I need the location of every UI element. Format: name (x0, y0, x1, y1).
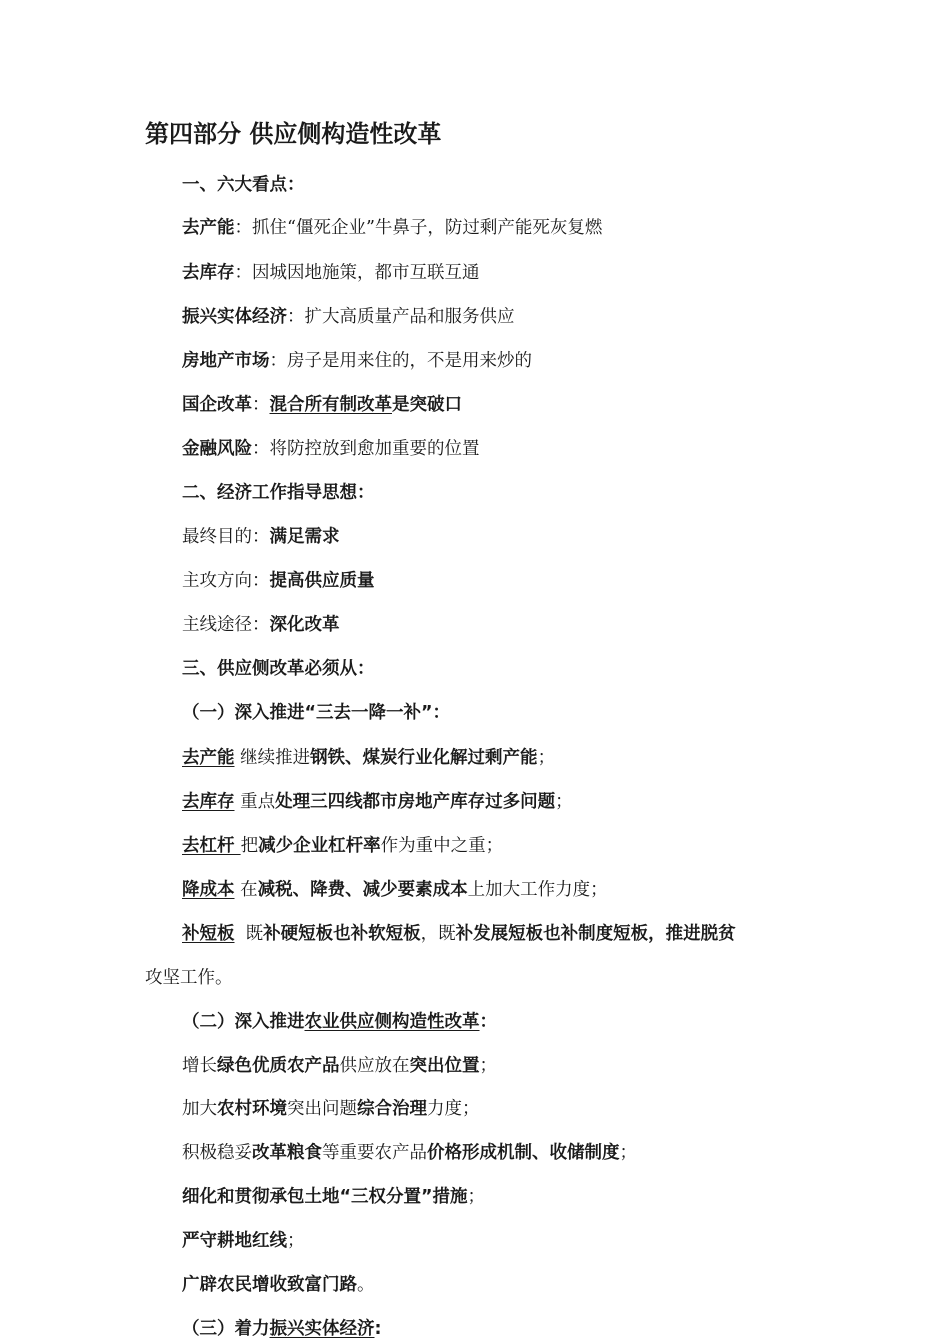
item-end: ； (479, 1056, 497, 1076)
item-text: 因城因地施策，都市互联互通 (252, 263, 480, 283)
item-text: 既 (234, 924, 264, 944)
item-text: 增长 (182, 1056, 217, 1076)
item-colon: ： (252, 395, 270, 415)
item-label: 振兴实体经济 (182, 307, 287, 327)
item-text: ，既 (420, 924, 456, 944)
item-text: 积极稳妥 (182, 1143, 252, 1163)
item-bold: 补硬短板也补软短板 (263, 924, 421, 944)
item-underlined: 混合所有制改革 (269, 395, 392, 415)
item-bold: 严守耕地红线 (182, 1231, 287, 1251)
page-title: 第四部分 供应侧构造性改革 (145, 120, 442, 148)
item-text: 扩大高质量产品和服务供应 (304, 307, 515, 327)
item-text: 供应放在 (339, 1056, 410, 1076)
item-underlined: 去库存 (182, 792, 235, 812)
item-label: 金融风险 (182, 439, 252, 459)
item-end: ； (619, 1143, 637, 1163)
item-bold: 减税、降费、减少要素成本 (257, 880, 468, 900)
item-label: 去产能 (182, 218, 235, 238)
list-item (182, 437, 480, 461)
item-underlined: 去产能 (182, 748, 235, 768)
item-text: 上加大工作力度； (467, 880, 608, 900)
item-label: 去库存 (182, 263, 235, 283)
item-underlined: 降成本 (182, 880, 235, 900)
item-label: 主攻方向： (182, 571, 270, 591)
item-text: 作为重中之重； (380, 836, 504, 856)
item-end: 力度； (427, 1099, 480, 1119)
list-item (182, 525, 340, 549)
list-item (182, 349, 532, 373)
item-label: 最终目的： (182, 527, 270, 547)
item-underlined: 补短板 (182, 924, 235, 944)
item-colon: ： (269, 351, 287, 371)
item-bold: 突出位置 (409, 1056, 480, 1076)
list-item (182, 922, 736, 946)
item-text: 在 (234, 880, 258, 900)
subsection-heading-3 (182, 1317, 382, 1341)
item-text: 抓住“僵死企业”牛鼻子，防过剩产能死灰复燃 (252, 218, 603, 238)
heading-underlined: 农业供应侧构造性改革 (304, 1012, 480, 1032)
item-text: 继续推进 (234, 748, 311, 768)
list-item (182, 1141, 637, 1165)
heading-text: （二）深入推进 (182, 1012, 305, 1032)
item-text: 将防控放到愈加重要的位置 (269, 439, 480, 459)
item-bold: 农村环境 (217, 1099, 287, 1119)
item-colon: ： (252, 439, 270, 459)
item-bold: 细化和贯彻承包土地“三权分置”措施 (182, 1187, 468, 1207)
item-colon: ： (234, 263, 252, 283)
list-item-continuation: 攻坚工作。 (145, 968, 233, 988)
heading-end: ： (479, 1012, 497, 1032)
list-item (182, 1054, 497, 1078)
list-item (182, 1185, 485, 1209)
item-value: 提高供应质量 (269, 571, 375, 591)
subsection-heading-2 (182, 1010, 497, 1034)
item-end: ； (555, 792, 573, 812)
item-text: 重点 (234, 792, 276, 812)
item-label: 房地产市场 (182, 351, 270, 371)
item-bold: 钢铁、煤炭行业化解过剩产能 (310, 748, 538, 768)
list-item (182, 1273, 375, 1297)
list-item (182, 216, 602, 240)
item-value: 深化改革 (269, 615, 340, 635)
item-end: ； (537, 748, 556, 768)
item-text: 突出问题 (287, 1099, 357, 1119)
heading-text: （三）着力 (182, 1319, 270, 1339)
list-item (182, 834, 503, 858)
list-item (182, 261, 480, 285)
item-bold: 价格形成机制、收储制度 (427, 1143, 620, 1163)
list-item (182, 790, 573, 814)
list-item (182, 305, 515, 329)
item-bold: 绿色优质农产品 (217, 1056, 340, 1076)
item-bold: 广辟农民增收致富门路 (182, 1275, 357, 1295)
item-colon: ： (287, 307, 305, 327)
item-underlined: 去杠杆 (182, 836, 241, 856)
list-item (182, 746, 555, 770)
list-item (182, 878, 608, 902)
item-end: ； (467, 1187, 486, 1207)
item-bold: 补发展短板也补制度短板，推进脱贫 (455, 924, 736, 944)
item-bold: 综合治理 (357, 1099, 427, 1119)
item-label: 国企改革 (182, 395, 252, 415)
item-text: 房子是用来住的，不是用来炒的 (287, 351, 532, 371)
item-value: 满足需求 (269, 527, 340, 547)
item-bold: 改革粮食 (252, 1143, 322, 1163)
item-text: 等重要农产品 (322, 1143, 427, 1163)
item-text: 把 (240, 836, 259, 856)
item-end: 。 (357, 1275, 375, 1295)
item-end: ； (287, 1231, 305, 1251)
list-item (182, 1229, 305, 1253)
item-colon: ： (234, 218, 252, 238)
item-bold-tail: 是突破口 (392, 395, 462, 415)
list-item (182, 613, 340, 637)
item-text: 加大 (182, 1099, 217, 1119)
heading-end: : (374, 1319, 382, 1339)
item-label: 主线途径： (182, 615, 270, 635)
section-heading-2: 二、经济工作指导思想： (182, 483, 375, 503)
heading-underlined: 振兴实体经济 (269, 1319, 375, 1339)
item-bold: 处理三四线都市房地产库存过多问题 (275, 792, 556, 812)
item-bold: 减少企业杠杆率 (258, 836, 381, 856)
section-heading-3: 三、供应侧改革必须从： (182, 659, 375, 679)
list-item (182, 1097, 480, 1121)
subsection-heading-1: （一）深入推进“三去一降一补”： (182, 703, 451, 723)
list-item (182, 393, 462, 417)
list-item (182, 569, 375, 593)
section-heading-1: 一、六大看点： (182, 175, 305, 195)
